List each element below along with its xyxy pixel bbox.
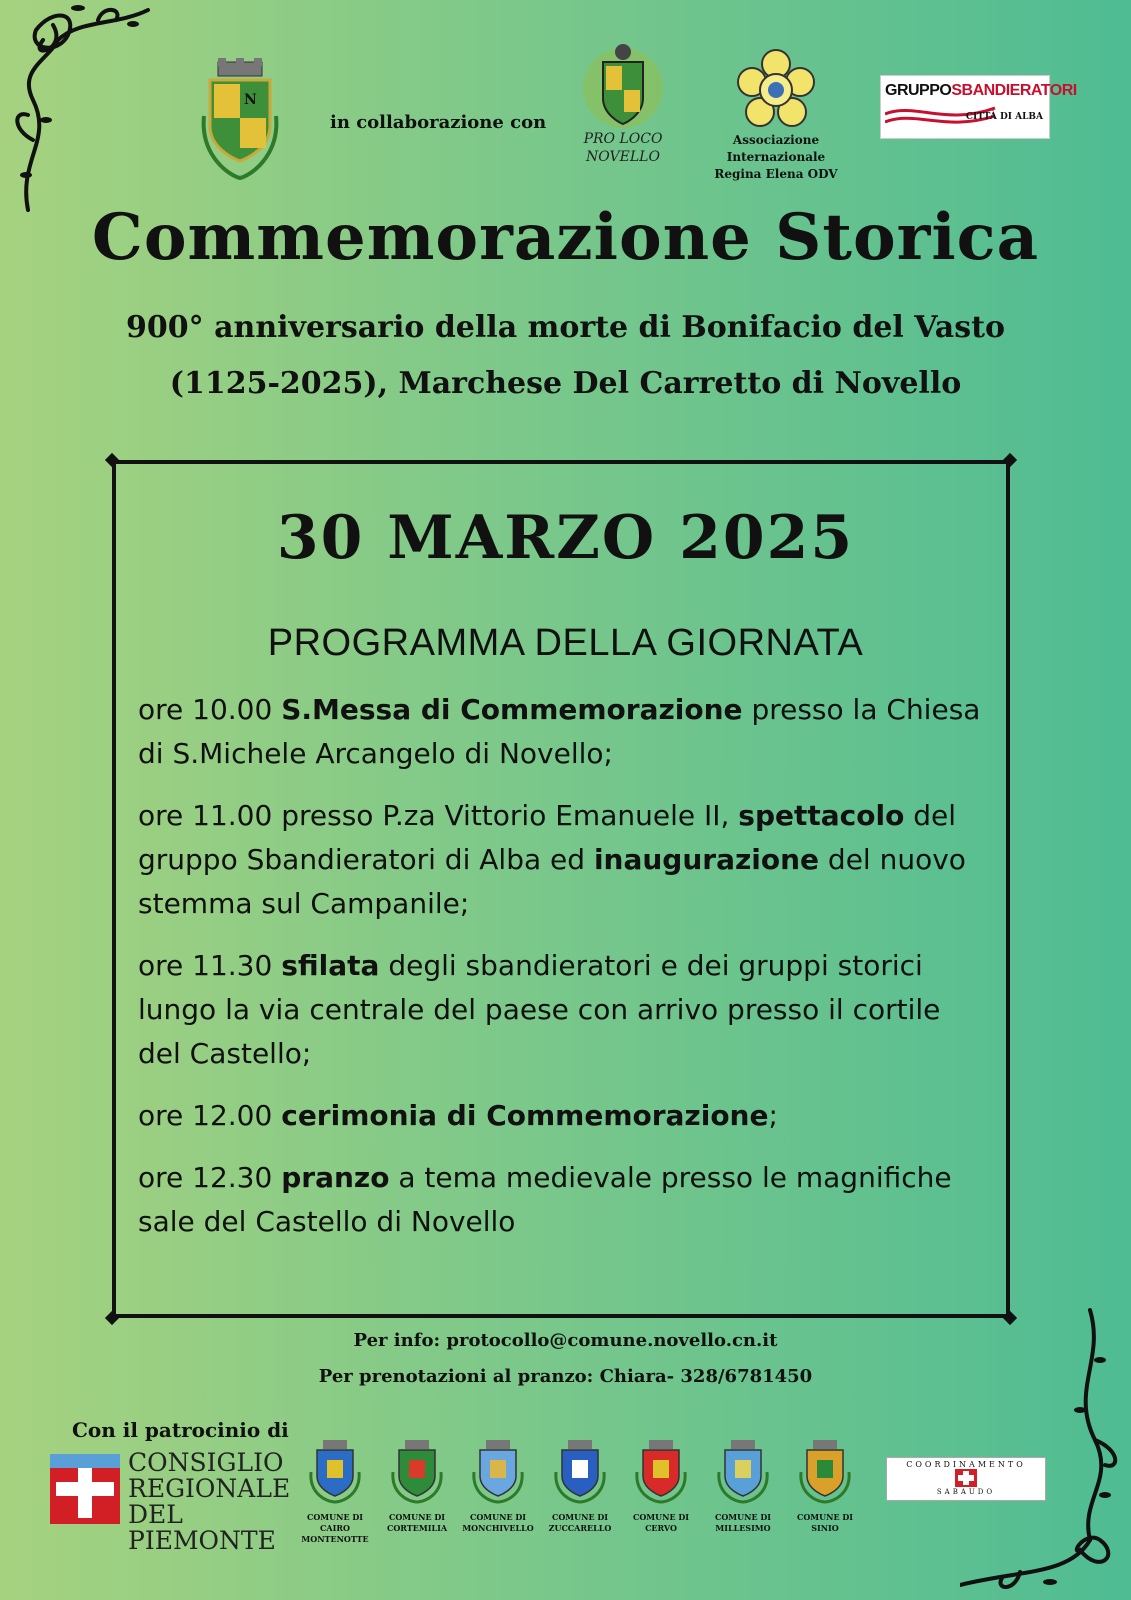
comune-crest: COMUNE DI MONCHIVELLO [453, 1438, 543, 1534]
association-line1: Associazione Internazionale [726, 133, 826, 164]
sband-name-part2: SBANDIERATORI [951, 82, 1077, 99]
coordinamento-sabaudo-logo [886, 1457, 1046, 1501]
consiglio-regionale-logo [50, 1448, 291, 1555]
coordinamento-line1: COORDINAMENTO [906, 1460, 1026, 1469]
event-date: 30 MARZO 2025 [276, 503, 855, 573]
comune-shield-icon [389, 1438, 445, 1504]
comune-shield-icon [715, 1438, 771, 1504]
comune-shield-icon [470, 1438, 526, 1504]
comune-crest: COMUNE DI CAIRO MONTENOTTE [290, 1438, 380, 1545]
program-item-1: ore 10.00 S.Messa di Commemorazione presso la Chiesa di S.Michele Arcangelo di Novello; [138, 693, 981, 770]
program-item-2: ore 11.00 presso P.za Vittorio Emanuele II, spettacolo del gruppo Sbandieratori di Alba ed inaugurazione del nuovo stemma sul Campanile; [138, 799, 966, 920]
council-line3: DEL PIEMONTE [128, 1500, 276, 1555]
subtitle-line2: (1125-2025), Marchese Del Carretto di Novello [169, 366, 962, 401]
program-item-3: ore 11.30 sfilata degli sbandieratori e dei gruppi storici lungo la via centrale del paese con arrivo presso il cortile del Castello; [138, 949, 941, 1070]
collaboration-text: in collaborazione con [330, 112, 547, 133]
sbandieratori-logo [880, 75, 1077, 139]
program-item-5: ore 12.30 pranzo a tema medievale presso le magnifiche sale del Castello di Novello [138, 1161, 952, 1238]
comune-shield-icon [797, 1438, 853, 1504]
comune-crest: COMUNE DI CERVO [616, 1438, 706, 1534]
corner-ornament-top-left [8, 0, 158, 220]
association-logo [686, 48, 866, 183]
comune-crest: COMUNE DI SINIO [780, 1438, 870, 1534]
comune-shield-icon [633, 1438, 689, 1504]
info-booking: Per prenotazioni al pranzo: Chiara- 328/6781450 [318, 1366, 813, 1387]
association-line2: Regina Elena ODV [714, 167, 838, 181]
comune-shield-icon [307, 1438, 363, 1504]
council-line1: CONSIGLIO [128, 1448, 284, 1477]
subtitle-line1: 900° anniversario della morte di Bonifacio del Vasto [126, 310, 1005, 345]
comune-crest: COMUNE DI MILLESIMO [698, 1438, 788, 1534]
pro-loco-logo [568, 40, 678, 166]
program-heading: PROGRAMMA DELLA GIORNATA [267, 622, 864, 664]
crest-letter: N [244, 92, 257, 108]
comune-crest: COMUNE DI CORTEMILIA [372, 1438, 462, 1534]
comune-crest: COMUNE DI ZUCCARELLO [535, 1438, 625, 1534]
comune-shield-icon [552, 1438, 608, 1504]
council-line2: REGIONALE [128, 1474, 291, 1503]
sband-name-part1: GRUPPO [885, 82, 952, 99]
page-title: Commemorazione Storica [91, 200, 1040, 275]
info-email: Per info: protocollo@comune.novello.cn.it [353, 1330, 778, 1351]
pro-loco-line2: NOVELLO [586, 149, 660, 165]
novello-municipal-crest [200, 56, 280, 186]
patronage-label: Con il patrocinio di [72, 1418, 289, 1442]
sband-city: CITTÀ DI ALBA [965, 112, 1043, 122]
program-list [138, 688, 988, 1262]
pro-loco-line1: PRO LOCO [583, 131, 663, 147]
program-item-4: ore 12.00 cerimonia di Commemorazione; [138, 1099, 778, 1132]
coordinamento-line2: SABAUDO [936, 1488, 996, 1496]
